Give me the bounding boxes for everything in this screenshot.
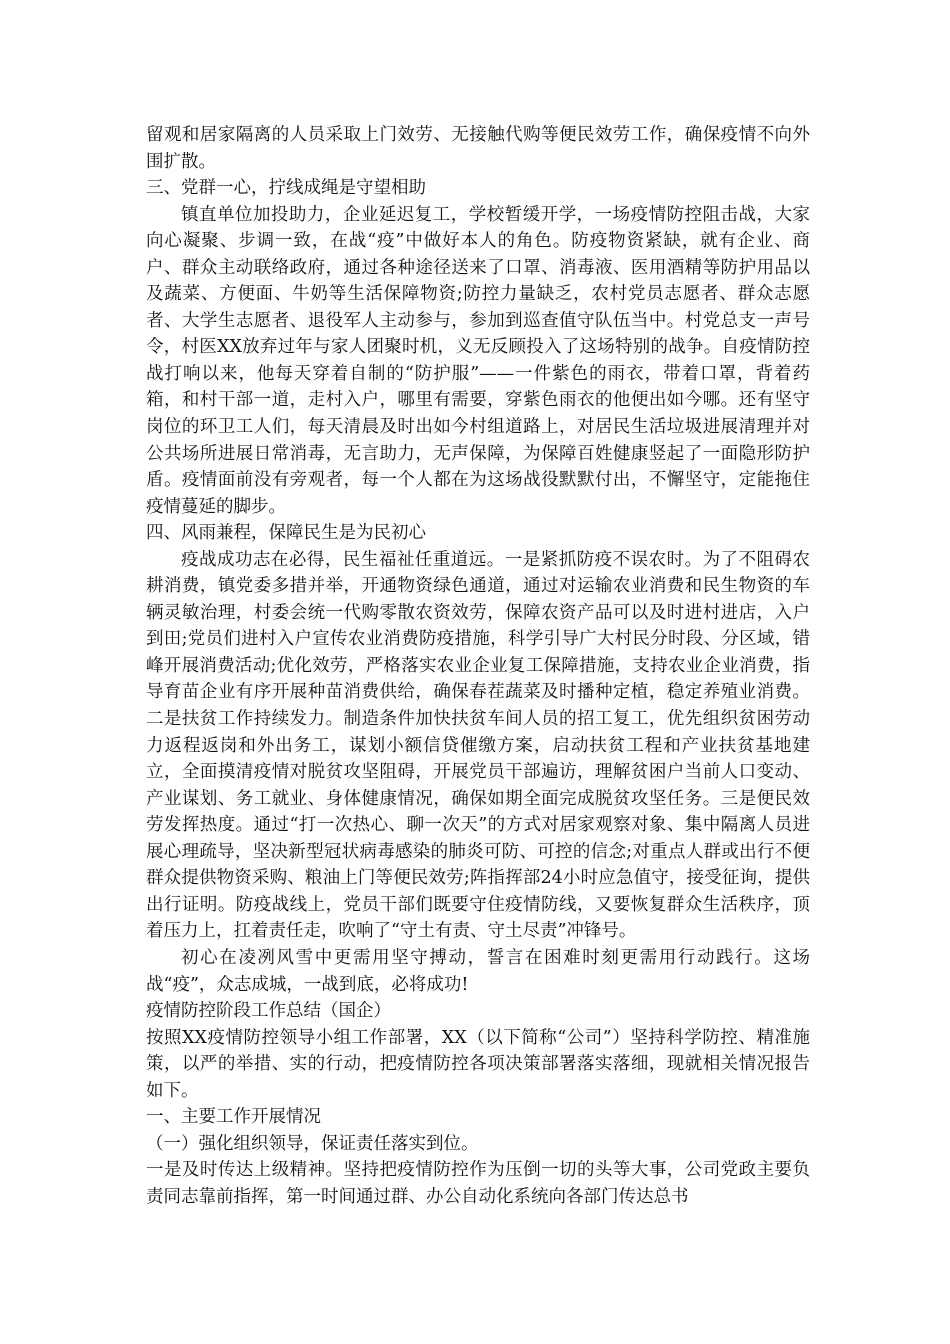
section-heading-4: 四、风雨兼程，保障民生是为民初心	[146, 523, 426, 544]
document-page	[146, 122, 810, 1210]
report-title: 疫情防控阶段工作总结（国企）	[146, 1001, 391, 1022]
paragraph-item-1: 一是及时传达上级精神。坚持把疫情防控作为压倒一切的头等大事，公司党政主要负责同志靠前指挥，第一时间通过群、办公自动化系统向各部门传达总书	[146, 1160, 810, 1207]
paragraph-section-3: 镇直单位加投助力，企业延迟复工，学校暂缓开学，一场疫情防控阻击战，大家向心凝聚、步调一致，在战“疫”中做好本人的角色。防疫物资紧缺，就有企业、商户、群众主动联络政府，通过各种途径送来了口罩、消毒液、医用酒精等防护用品以及蔬菜、方便面、牛奶等生活保障物资;防控力量缺乏，农村党员志愿者、群众志愿者、大学生志愿者、退役军人主动参与，参加到巡查值守队伍当中。村党总支一声号令，村医XX放弃过年与家人团聚时机，义无反顾投入了这场特别的战争。自疫情防控战打响以来，他每天穿着自制的“防护服”——一件紫色的雨衣，带着口罩，背着药箱，和村干部一道，走村入户，哪里有需要，穿紫色雨衣的他便出如今哪。还有坚守岗位的环卫工人们，每天清晨及时出如今村组道路上，对居民生活垃圾进展清理并对公共场所进展日常消毒，无言助力，无声保障，为保障百姓健康竖起了一面隐形防护盾。疫情面前没有旁观者，每一个人都在为这场战役默默付出，不懈坚守，定能拖住疫情蔓延的脚步。	[146, 204, 810, 517]
paragraph-continuation: 留观和居家隔离的人员采取上门效劳、无接触代购等便民效劳工作，确保疫情不向外围扩散。	[146, 125, 810, 172]
paragraph-closing: 初心在凌冽风雪中更需用坚守搏动，誓言在困难时刻更需用行动践行。这场战“疫”，众志成城，一战到底，必将成功!	[146, 947, 810, 995]
paragraph-section-4: 疫战成功志在必得，民生福祉任重道远。一是紧抓防疫不误农时。为了不阻碍农耕消费，镇党委多措并举，开通物资绿色通道，通过对运输农业消费和民生物资的车辆灵敏治理，村委会统一代购零散农资效劳，保障农资产品可以及时进村进店，入户到田;党员们进村入户宣传农业消费防疫措施，科学引导广大村民分时段、分区域，错峰开展消费活动;优化效劳，严格落实农业企业复工保障措施，支持农业企业消费，指导育苗企业有序开展种苗消费供给，确保春茬蔬菜及时播种定植，稳定养殖业消费。二是扶贫工作持续发力。制造条件加快扶贫车间人员的招工复工，优先组织贫困劳动力返程返岗和外出务工，谋划小额信贷催缴方案，启动扶贫工程和产业扶贫基地建立，全面摸清疫情对脱贫攻坚阻碍，开展党员干部遍访，理解贫困户当前人口变动、产业谋划、务工就业、身体健康情况，确保如期全面完成脱贫攻坚任务。三是便民效劳发挥热度。通过“打一次热心、聊一次天”的方式对居家观察对象、集中隔离人员进展心理疏导，坚决新型冠状病毒感染的肺炎可防、可控的信念;对重点人群或出行不便群众提供物资采购、粮油上门等便民效劳;阵指挥部24小时应急值守，接受征询，提供出行证明。防疫战线上，党员干部们既要守住疫情防线，又要恢复群众生活秩序，顶着压力上，扛着责任走，吹响了“守土有责、守土尽责”冲锋号。	[146, 549, 810, 942]
paragraph-intro: 按照XX疫情防控领导小组工作部署，XX（以下简称“公司”）坚持科学防控、精准施策，以严的举措、实的行动，把疫情防控各项决策部署落实落细，现就相关情况报告如下。	[146, 1027, 810, 1101]
section-heading-1: 一、主要工作开展情况	[146, 1107, 321, 1128]
subsection-heading-1-1: （一）强化组织领导，保证责任落实到位。	[146, 1133, 479, 1154]
section-heading-3: 三、党群一心，拧线成绳是守望相助	[146, 178, 426, 199]
